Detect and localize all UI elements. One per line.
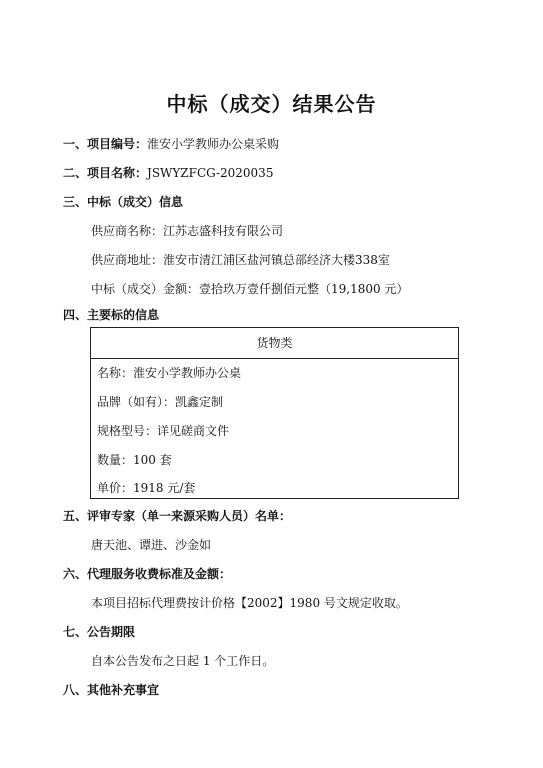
project-number-value: 淮安小学教师办公桌采购 — [147, 137, 280, 151]
project-number-line — [63, 136, 279, 152]
agency-fee-text: 本项目招标代理费按计价格【2002】1980 号文规定收取。 — [91, 596, 408, 610]
main-items-heading: 四、主要标的信息 — [63, 308, 160, 322]
goods-item-unit-price: 单价：1918 元/套 — [97, 481, 196, 495]
goods-table — [90, 327, 459, 499]
project-name-line — [63, 165, 273, 181]
supplier-address: 供应商地址：淮安市清江浦区盐河镇总部经济大楼338室 — [91, 253, 390, 267]
project-number-heading: 一、项目编号： — [63, 137, 148, 151]
goods-item-brand: 品牌（如有）：凯鑫定制 — [97, 395, 224, 409]
goods-item-spec: 规格型号：详见磋商文件 — [97, 424, 230, 438]
agency-fee-heading: 六、代理服务收费标准及金额： — [63, 567, 232, 581]
other-matters-heading: 八、其他补充事宜 — [63, 683, 160, 697]
supplier-name: 供应商名称：江苏志盛科技有限公司 — [91, 224, 284, 238]
award-info-heading: 三、中标（成交）信息 — [63, 195, 184, 209]
experts-list: 唐天池、谭进、沙金如 — [91, 538, 212, 552]
notice-period-heading: 七、公告期限 — [63, 625, 136, 639]
page-title: 中标（成交）结果公告 — [166, 92, 377, 116]
goods-item-quantity: 数量：100 套 — [97, 453, 172, 467]
goods-table-header: 货物类 — [91, 328, 458, 359]
notice-period-text: 自本公告发布之日起 1 个工作日。 — [91, 654, 275, 668]
project-name-value: JSWYZFCG-2020035 — [147, 166, 274, 180]
project-name-heading: 二、项目名称： — [63, 166, 148, 180]
goods-item-name: 名称：淮安小学教师办公桌 — [97, 366, 242, 380]
experts-heading: 五、评审专家（单一来源采购人员）名单： — [63, 509, 292, 523]
award-amount: 中标（成交）金额：壹拾玖万壹仟捌佰元整（19,1800 元） — [91, 282, 409, 296]
